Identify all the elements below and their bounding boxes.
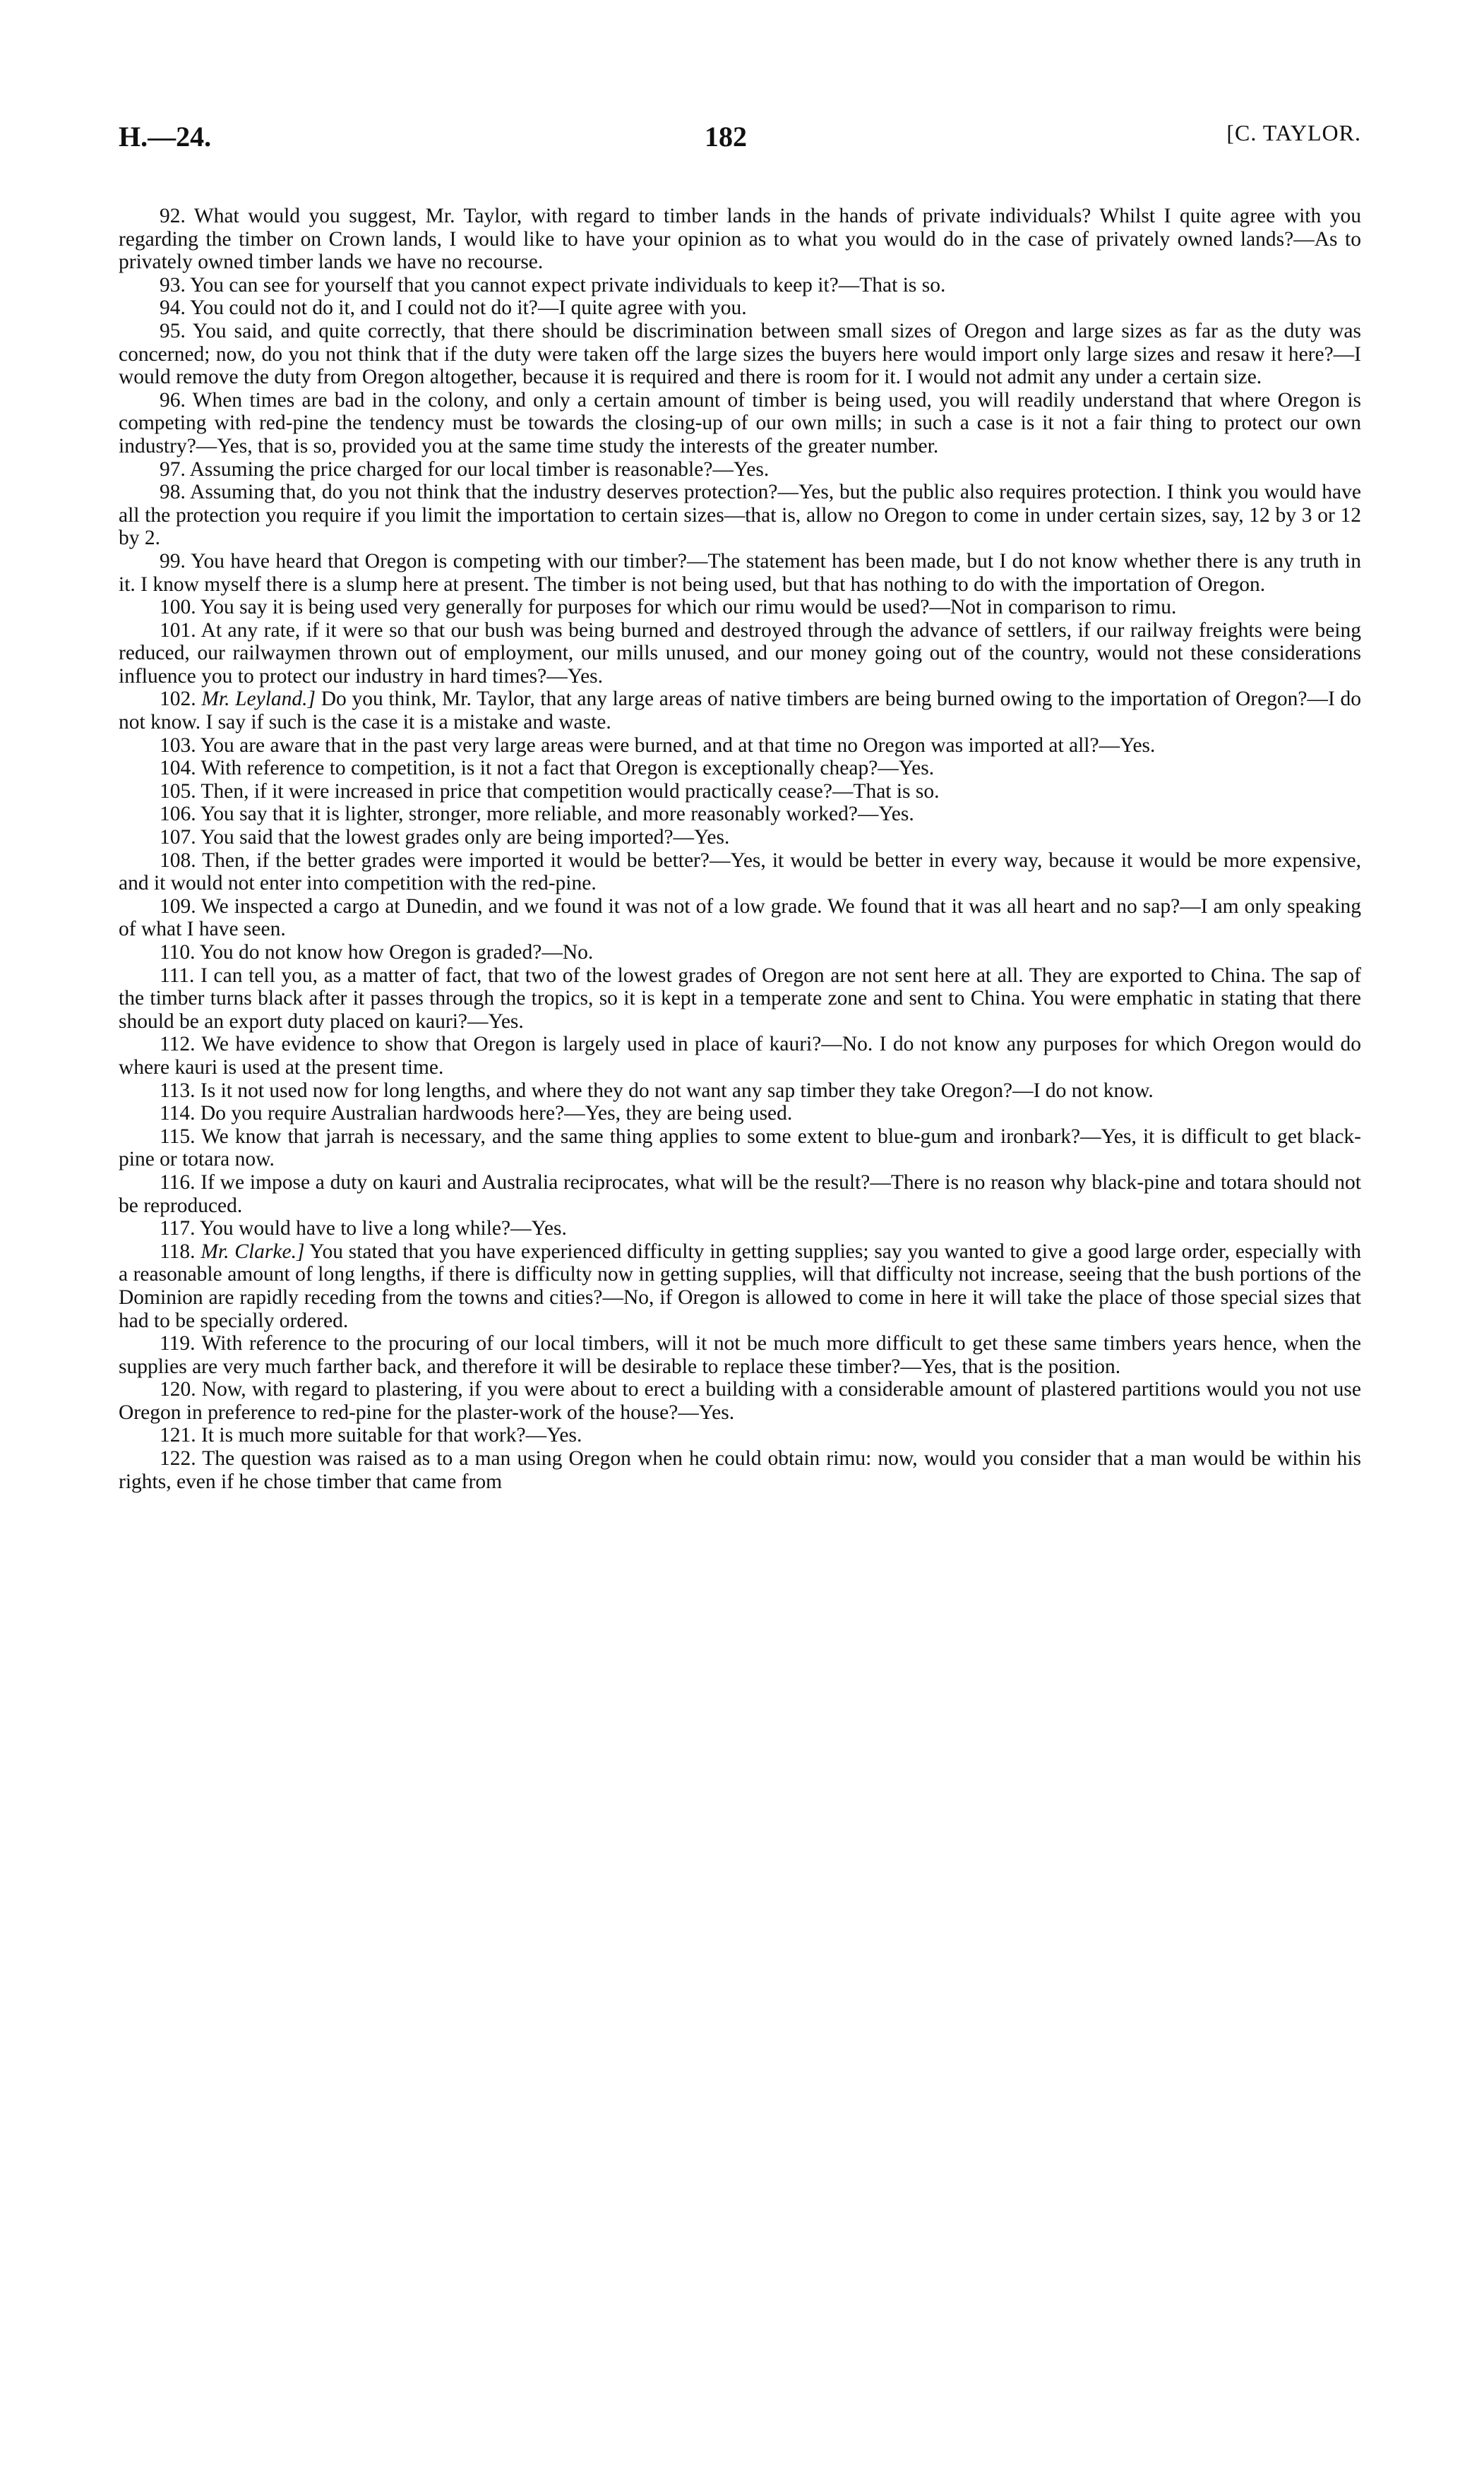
question-number: 122. bbox=[160, 1447, 196, 1470]
question-text: You say that it is lighter, stronger, more reliable, and more reasonably worked?—Yes. bbox=[200, 803, 914, 826]
question-paragraph bbox=[119, 320, 1361, 389]
question-number: 119. bbox=[160, 1332, 196, 1355]
question-text: We know that jarrah is necessary, and the same thing applies to some extent to blue-gum and ironbark?—Yes, it is difficult to get black-pine or totara now. bbox=[119, 1125, 1361, 1171]
question-text: The question was raised as to a man using Oregon when he could obtain rimu: now, would you consider that a man would be within his rights, even if he chose timber that came from bbox=[119, 1447, 1361, 1493]
question-text: You can see for yourself that you cannot expect private individuals to keep it?—That is so. bbox=[190, 273, 946, 296]
question-text: You said, and quite correctly, that there should be discrimination between small sizes of Oregon and large sizes as far as the duty was concerned; now, do you not think that if the duty were taken off the large sizes the buyers here would import only large sizes and resaw it here?—I would remove the duty from Oregon altogether, because it is required and there is room for it. I would not admit any under a certain size. bbox=[119, 319, 1361, 389]
question-text: You stated that you have experienced difficulty in getting supplies; say you wanted to give a good large order, especially with a reasonable amount of long lengths, if there is difficulty now in getting supplies, will that difficulty not increase, seeing that the bush portions of the Dominion are rapidly receding from the towns and cities?—No, if Oregon is allowed to come in here it will take the place of those special sizes that had to be specially ordered. bbox=[119, 1240, 1362, 1332]
question-paragraph bbox=[119, 1332, 1361, 1378]
question-paragraph bbox=[119, 780, 1361, 803]
question-paragraph bbox=[119, 1217, 1361, 1240]
question-paragraph bbox=[119, 757, 1361, 780]
question-paragraph bbox=[119, 619, 1361, 688]
question-text: Then, if it were increased in price that competition would practically cease?—That is so. bbox=[201, 779, 940, 803]
question-paragraph bbox=[119, 941, 1361, 964]
question-text: You could not do it, and I could not do it?—I quite agree with you. bbox=[190, 296, 747, 320]
question-number: 96. bbox=[160, 388, 186, 412]
question-number: 94. bbox=[160, 296, 186, 320]
question-number: 112. bbox=[160, 1033, 196, 1056]
question-paragraph bbox=[119, 296, 1361, 320]
question-text: Do you require Australian hardwoods here?—Yes, they are being used. bbox=[200, 1102, 793, 1125]
question-number: 108. bbox=[160, 849, 196, 872]
question-text: It is much more suitable for that work?—Yes. bbox=[201, 1424, 582, 1447]
question-paragraph bbox=[119, 803, 1361, 826]
question-number: 98. bbox=[160, 481, 186, 504]
question-number: 115. bbox=[160, 1125, 196, 1148]
question-paragraph bbox=[119, 688, 1361, 733]
question-number: 104. bbox=[160, 757, 196, 780]
question-paragraph bbox=[119, 849, 1361, 895]
question-paragraph bbox=[119, 964, 1361, 1034]
question-text: You would have to live a long while?—Yes. bbox=[199, 1217, 567, 1240]
question-text: You say it is being used very generally for purposes for which our rimu would be used?—Not in comparison to rimu. bbox=[200, 596, 1177, 619]
question-text: Now, with regard to plastering, if you were about to erect a building with a considerable amount of plastered partitions would you not use Oregon in preference to red-pine for the plaster-work of the house?—Yes. bbox=[119, 1378, 1361, 1424]
question-paragraph bbox=[119, 1424, 1361, 1447]
question-number: 111. bbox=[160, 964, 195, 987]
question-number: 103. bbox=[160, 733, 196, 757]
question-paragraph bbox=[119, 1378, 1361, 1424]
question-number: 92. bbox=[160, 205, 186, 227]
question-number: 118. bbox=[160, 1240, 196, 1263]
question-paragraph bbox=[119, 734, 1361, 757]
question-number: 105. bbox=[160, 779, 196, 803]
question-text: If we impose a duty on kauri and Australia reciprocates, what will be the result?—There is no reason why black-pine and totara should not be reproduced. bbox=[119, 1170, 1361, 1217]
question-paragraph bbox=[119, 1240, 1361, 1332]
question-number: 101. bbox=[160, 618, 196, 642]
question-number: 95. bbox=[160, 319, 186, 342]
question-number: 113. bbox=[160, 1079, 196, 1102]
question-text: Assuming the price charged for our local timber is reasonable?—Yes. bbox=[189, 457, 770, 481]
question-text: You do not know how Oregon is graded?—No. bbox=[199, 941, 594, 964]
question-number: 110. bbox=[160, 941, 196, 964]
question-number: 102. bbox=[160, 688, 196, 711]
page-header bbox=[119, 120, 1361, 155]
question-paragraph bbox=[119, 481, 1361, 550]
question-paragraph bbox=[119, 895, 1361, 941]
document-code: H.—24. bbox=[119, 121, 212, 152]
question-text: Do you think, Mr. Taylor, that any large areas of native timbers are being burned owing to the importation of Oregon?—I do not know. I say if such is the case it is a mistake and waste. bbox=[119, 688, 1362, 734]
speaker-name: Mr. Leyland.] bbox=[201, 688, 316, 711]
page-number: 182 bbox=[705, 121, 747, 152]
question-text: You have heard that Oregon is competing with our timber?—The statement has been made, but I do not know whether there is any truth in it. I know myself there is a slump here at present. The timber is not being used, but that has nothing to do with the importation of Oregon. bbox=[119, 549, 1362, 596]
witness-name: [C. TAYLOR. bbox=[1226, 120, 1361, 145]
question-number: 100. bbox=[160, 596, 196, 619]
question-text: We have evidence to show that Oregon is largely used in place of kauri?—No. I do not know any purposes for which Oregon would do where kauri is used at the present time. bbox=[119, 1033, 1362, 1079]
question-number: 117. bbox=[160, 1217, 196, 1240]
question-number: 114. bbox=[160, 1102, 196, 1125]
question-paragraph bbox=[119, 1447, 1361, 1493]
question-text: You said that the lowest grades only are being imported?—Yes. bbox=[200, 826, 730, 849]
document-body bbox=[119, 205, 1361, 1493]
question-paragraph bbox=[119, 1102, 1361, 1125]
question-paragraph bbox=[119, 1079, 1361, 1103]
question-text: With reference to the procuring of our local timbers, will it not be much more difficult to get these same timbers years hence, when the supplies are very much farther back, and therefore it will be desirable to replace these timber?—Yes, that is the position. bbox=[119, 1332, 1361, 1378]
question-number: 116. bbox=[160, 1170, 196, 1194]
question-text: At any rate, if it were so that our bush was being burned and destroyed through the advance of settlers, if our railway freights were being reduced, our railwaymen thrown out of employment, our mills unused, and our money going out of the country, would not these considerations influence you to protect our industry in hard times?—Yes. bbox=[119, 618, 1361, 688]
question-number: 107. bbox=[160, 826, 196, 849]
question-number: 120. bbox=[160, 1378, 196, 1401]
question-number: 99. bbox=[160, 549, 186, 573]
question-number: 121. bbox=[160, 1424, 196, 1447]
question-paragraph bbox=[119, 596, 1361, 619]
question-text: When times are bad in the colony, and only a certain amount of timber is being used, you will readily understand that where Oregon is competing with red-pine the tendency must be towards the closing-up of our own mills; in such a case is it not a fair thing to protect our own industry?—Yes, that is so, provided you at the same time study the interests of the greater number. bbox=[119, 388, 1361, 457]
question-paragraph bbox=[119, 550, 1361, 596]
question-paragraph bbox=[119, 1171, 1361, 1217]
question-paragraph bbox=[119, 826, 1361, 849]
question-text: Then, if the better grades were imported it would be better?—Yes, it would be better in every way, because it would be more expensive, and it would not enter into competition with the red-pine. bbox=[119, 849, 1362, 895]
question-text: We inspected a cargo at Dunedin, and we found it was not of a low grade. We found that it was all heart and no sap?—I am only speaking of what I have seen. bbox=[119, 894, 1362, 941]
question-paragraph bbox=[119, 458, 1361, 481]
question-text: What would you suggest, Mr. Taylor, with regard to timber lands in the hands of private individuals? Whilst I quite agree with you regarding the timber on Crown lands, I would like to have your opinion as to what you would do in the case of privately owned lands?—As to privately owned timber lands we have no recourse. bbox=[119, 205, 1361, 274]
question-number: 106. bbox=[160, 803, 196, 826]
question-number: 97. bbox=[160, 457, 186, 481]
speaker-name: Mr. Clarke.] bbox=[201, 1240, 305, 1263]
question-paragraph bbox=[119, 1125, 1361, 1171]
question-text: With reference to competition, is it not a fact that Oregon is exceptionally cheap?—Yes. bbox=[201, 757, 935, 780]
question-text: Assuming that, do you not think that the industry deserves protection?—Yes, but the public also requires protection. I think you would have all the protection you require if you limit the importation to certain sizes—that is, allow no Oregon to come in under certain sizes, say, 12 by 3 or 12 by 2. bbox=[119, 481, 1361, 550]
question-text: Is it not used now for long lengths, and where they do not want any sap timber they take Oregon?—I do not know. bbox=[200, 1079, 1154, 1102]
question-text: I can tell you, as a matter of fact, that two of the lowest grades of Oregon are not sent here at all. They are exported to China. The sap of the timber turns black after it passes through the tropics, so it is kept in a temperate zone and sent to China. You were emphatic in stating that there should be an export duty placed on kauri?—Yes. bbox=[119, 964, 1362, 1033]
question-number: 93. bbox=[160, 273, 186, 296]
question-paragraph bbox=[119, 389, 1361, 458]
question-paragraph bbox=[119, 205, 1361, 274]
question-text: You are aware that in the past very large areas were burned, and at that time no Oregon was imported at all?—Yes. bbox=[200, 733, 1156, 757]
question-paragraph bbox=[119, 274, 1361, 297]
question-number: 109. bbox=[160, 894, 196, 918]
question-paragraph bbox=[119, 1033, 1361, 1079]
